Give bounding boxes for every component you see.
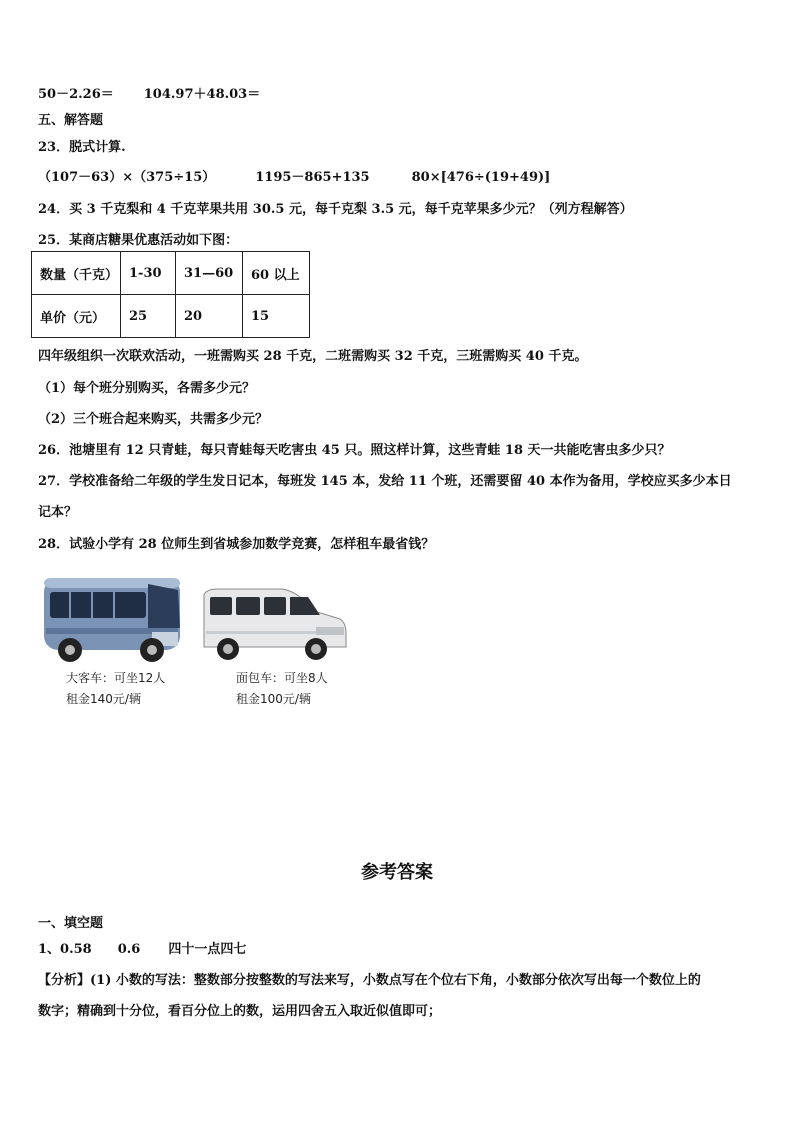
table-cell: 数量（千克） — [32, 252, 121, 295]
calc-expr-1: 50－2.26＝ — [38, 87, 114, 102]
calc-line — [38, 83, 260, 102]
analysis-line-1: 【分析】(1) 小数的写法：整数部分按整数的写法来写，小数点写在个位右下角，小数部分依次写出每一个数位上的 — [38, 973, 701, 988]
answer-title: 参考答案 — [361, 862, 433, 883]
q23-expr-1: （107－63）×（375÷15） — [38, 170, 216, 185]
calc-expr-2: 104.97＋48.03＝ — [143, 87, 261, 102]
q28-text: 28．试验小学有 28 位师生到省城参加数学竞赛，怎样租车最省钱？ — [38, 537, 435, 552]
table-row — [32, 252, 310, 295]
q27-line-2: 记本？ — [38, 505, 78, 520]
table-row — [32, 295, 310, 338]
answer-1-value-2: 0.6 — [117, 942, 141, 957]
q25-text: 25．某商店糖果优惠活动如下图： — [38, 233, 239, 248]
section-5-title: 五、解答题 — [38, 113, 104, 128]
table-cell: 25 — [121, 295, 176, 338]
q24-text: 24．买 3 千克梨和 4 千克苹果共用 30.5 元，每千克梨 3.5 元，每千克苹果多少元？（列方程解答） — [38, 202, 633, 217]
van-image — [198, 585, 348, 665]
q23-expressions — [38, 166, 550, 185]
bus-image — [40, 570, 188, 666]
q23-text: 23．脱式计算. — [38, 140, 126, 155]
van-caption-price: 租金100元/辆 — [236, 692, 311, 706]
van-caption-seats: 面包车：可坐8人 — [236, 671, 328, 685]
answer-1-value-1: 1、0.58 — [38, 942, 92, 957]
q26-text: 26．池塘里有 12 只青蛙，每只青蛙每天吃害虫 45 只。照这样计算，这些青蛙 18 天一共能吃害虫多少只？ — [38, 443, 671, 458]
bus-caption-price: 租金140元/辆 — [66, 692, 141, 706]
answer-1 — [38, 938, 246, 957]
table-cell: 31—60 — [176, 252, 243, 295]
table-cell: 1-30 — [121, 252, 176, 295]
table-cell: 单价（元） — [32, 295, 121, 338]
q23-expr-3: 80×[476÷(19+49)] — [411, 170, 551, 185]
q25-sub-1: （1）每个班分别购买，各需多少元？ — [38, 381, 256, 396]
q27-line-1: 27．学校准备给二年级的学生发日记本，每班发 145 本，发给 11 个班，还需要留 40 本作为备用，学校应买多少本日 — [38, 474, 732, 489]
price-table — [31, 251, 310, 338]
table-cell: 20 — [176, 295, 243, 338]
q25-description: 四年级组织一次联欢活动，一班需购买 28 千克，二班需购买 32 千克，三班需购买 40 千克。 — [38, 349, 588, 364]
analysis-line-2: 数字；精确到十分位，看百分位上的数，运用四舍五入取近似值即可； — [38, 1004, 442, 1019]
answer-section-1: 一、填空题 — [38, 916, 104, 931]
q23-expr-2: 1195－865+135 — [255, 170, 370, 185]
table-cell: 15 — [243, 295, 310, 338]
q25-sub-2: （2）三个班合起来购买，共需多少元？ — [38, 412, 269, 427]
bus-caption-seats: 大客车：可坐12人 — [66, 671, 166, 685]
answer-1-value-3: 四十一点四七 — [168, 942, 247, 957]
table-cell: 60 以上 — [243, 252, 310, 295]
